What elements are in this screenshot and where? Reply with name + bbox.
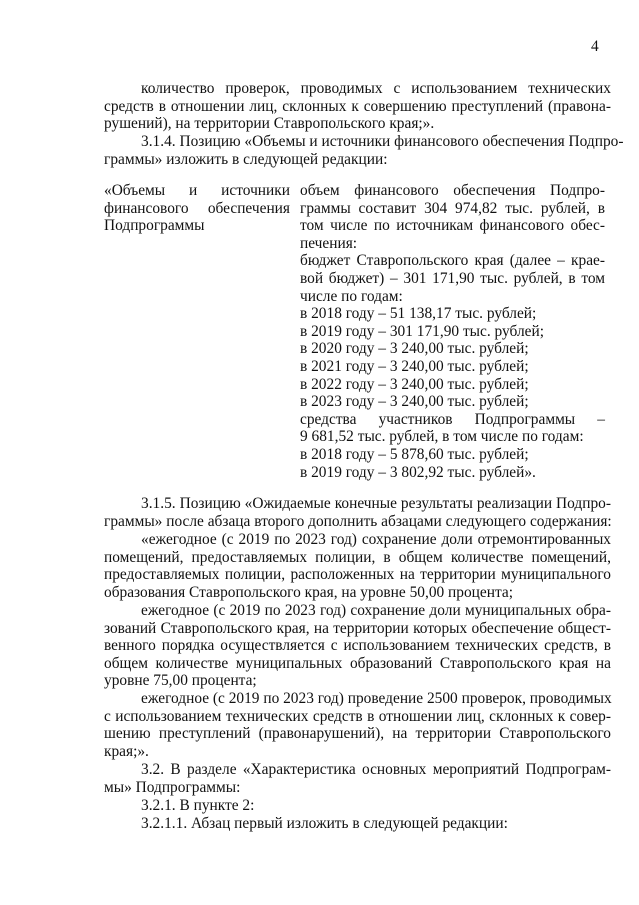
item-line: 3.2.1. В пункте 2: xyxy=(141,797,255,814)
intro-line: средств в отношении лиц, склонных к совершению преступлений (правона- xyxy=(104,97,611,115)
item-line: 3.1.5. Позицию «Ожидаемые конечные результаты реализации Подпро- xyxy=(141,495,611,512)
paragraph-line: с использованием технических средств в отношении лиц, склонных к совер- xyxy=(104,707,611,725)
paragraph-3 xyxy=(104,690,611,760)
table-right-line: вой бюджет) – 301 171,90 тыс. рублей, в том xyxy=(300,269,605,287)
paragraph-line: шению преступлений (правонарушений), на территории Ставропольского xyxy=(104,725,611,743)
intro-paragraph xyxy=(104,80,611,133)
paragraph-line: помещений, предоставляемых полиции, в общем количестве помещений, xyxy=(104,548,611,566)
paragraph-line: образования Ставропольского края, на уровне 50,00 процента; xyxy=(104,583,514,601)
paragraph-line: уровне 75,00 процента; xyxy=(104,672,257,690)
table-right-line: печения: xyxy=(300,234,358,252)
table-right-line: том числе по источникам финансового обес- xyxy=(300,217,605,235)
paragraph-line: края;». xyxy=(104,742,149,760)
item-line: граммы» изложить в следующей редакции: xyxy=(104,150,388,168)
item-3-2-1-1 xyxy=(104,815,611,833)
table-right-line: в 2019 году – 301 171,90 тыс. рублей; xyxy=(300,322,544,340)
table-right-line: в 2021 году – 3 240,00 тыс. рублей; xyxy=(300,357,529,375)
paragraph-line: общем количестве муниципальных образований Ставропольского края на xyxy=(104,654,611,672)
item-3-2-1 xyxy=(104,797,611,815)
table-right-line: числе по годам: xyxy=(300,287,403,305)
table-right-column xyxy=(300,182,605,481)
table-right-line: в 2022 году – 3 240,00 тыс. рублей; xyxy=(300,375,529,393)
paragraph-line: «ежегодное (с 2019 по 2023 год) сохранение доли отремонтированных xyxy=(141,531,611,548)
table-right-line: в 2023 году – 3 240,00 тыс. рублей; xyxy=(300,393,529,411)
item-3-1-5 xyxy=(104,495,611,530)
table-right-line: в 2018 году – 51 138,17 тыс. рублей; xyxy=(300,305,537,323)
table-left-line: «Объемы и источники xyxy=(104,182,290,199)
paragraph-line: ежегодное (с 2019 по 2023 год) проведение 2500 проверок, проводимых xyxy=(141,690,612,707)
table-right-line: 9 681,52 тыс. рублей, в том числе по годам: xyxy=(300,428,584,446)
paragraph-line: предоставляемых полиции, расположенных на территории муниципального xyxy=(104,566,611,584)
table-right-line: граммы составит 304 974,82 тыс. рублей, в xyxy=(300,199,605,217)
item-3-1-4 xyxy=(104,133,624,168)
intro-line: количество проверок, проводимых с использованием технических xyxy=(141,80,611,97)
table-right-line: в 2020 году – 3 240,00 тыс. рублей; xyxy=(300,340,529,358)
item-line: мы» Подпрограммы: xyxy=(104,778,241,796)
paragraph-1 xyxy=(104,531,611,601)
item-line: граммы» после абзаца второго дополнить абзацами следующего содержания: xyxy=(104,512,612,530)
table-right-line: бюджет Ставропольского края (далее – крае- xyxy=(300,252,605,270)
table-right-line: в 2019 году – 3 802,92 тыс. рублей». xyxy=(300,463,536,481)
table-left-line: финансового обеспечения xyxy=(104,199,290,217)
item-line: 3.1.4. Позицию «Объемы и источники финансового обеспечения Подпро- xyxy=(141,133,624,150)
item-line: 3.2.1.1. Абзац первый изложить в следующей редакции: xyxy=(141,815,508,832)
item-line: 3.2. В разделе «Характеристика основных мероприятий Подпрограм- xyxy=(141,761,611,778)
item-3-2 xyxy=(104,761,611,796)
paragraph-2 xyxy=(104,602,611,690)
table-right-line: средства участников Подпрограммы – xyxy=(300,410,605,428)
table-left-column xyxy=(104,182,290,235)
paragraph-line: ежегодное (с 2019 по 2023 год) сохранение доли муниципальных обра- xyxy=(141,602,611,619)
paragraph-line: венного порядка осуществляется с использованием технических средств, в xyxy=(104,637,611,655)
intro-line: рушений), на территории Ставропольского края;». xyxy=(104,115,435,133)
page-number: 4 xyxy=(591,38,599,55)
paragraph-line: зований Ставропольского края, на территории которых обеспечение общест- xyxy=(104,619,611,637)
table-left-line: Подпрограммы xyxy=(104,217,205,235)
table-right-line: объем финансового обеспечения Подпро- xyxy=(300,182,605,199)
table-right-line: в 2018 году – 5 878,60 тыс. рублей; xyxy=(300,445,529,463)
